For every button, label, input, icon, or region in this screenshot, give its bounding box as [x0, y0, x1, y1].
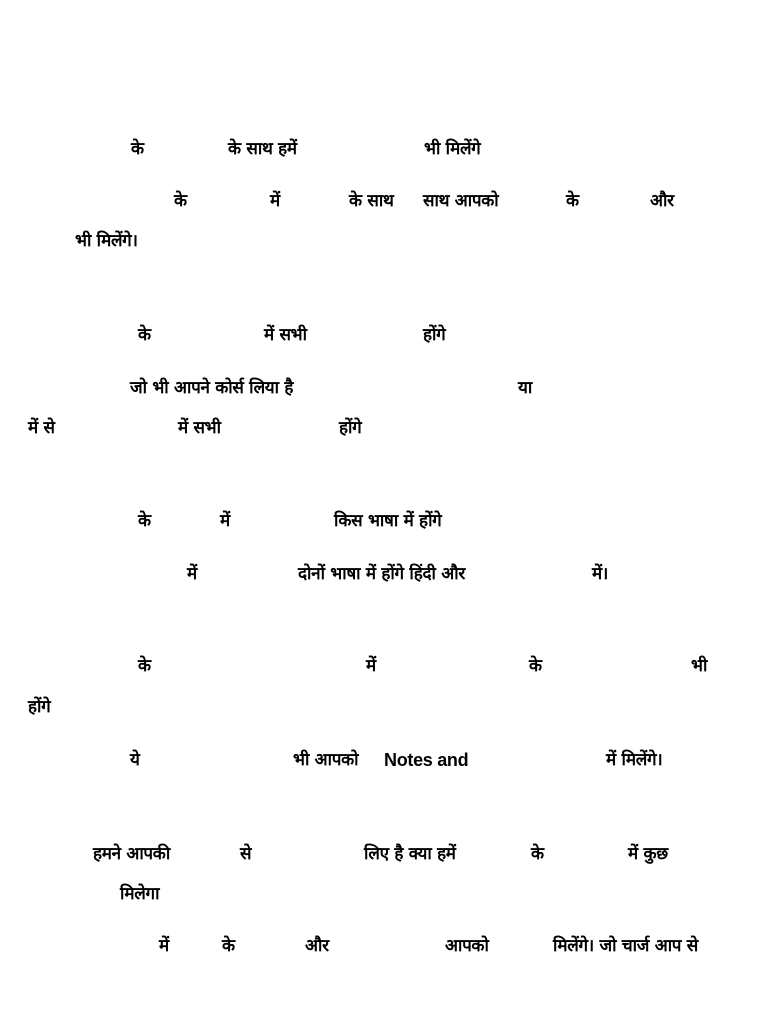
text-fragment: लिए है क्या हमें — [364, 844, 456, 864]
text-fragment: आपको — [445, 936, 489, 956]
text-fragment: जो भी आपने कोर्स लिया है — [130, 378, 294, 398]
text-fragment: और — [650, 191, 674, 211]
text-fragment: साथ आपको — [423, 191, 499, 211]
text-fragment: के साथ — [349, 191, 394, 211]
text-fragment: में — [220, 511, 230, 531]
text-fragment: के — [174, 191, 187, 211]
text-fragment: में। — [592, 564, 609, 584]
text-fragment: में मिलेंगे। — [606, 750, 663, 770]
text-fragment: ये — [130, 750, 140, 770]
text-fragment: के — [566, 191, 579, 211]
text-fragment: से — [240, 844, 252, 864]
text-fragment: के — [529, 656, 542, 676]
text-fragment: के — [531, 844, 544, 864]
text-fragment: में सभी — [178, 418, 221, 438]
text-fragment: Notes and — [384, 750, 469, 770]
text-fragment: और — [305, 936, 329, 956]
text-fragment: में — [270, 191, 280, 211]
text-fragment: किस भाषा में होंगे — [334, 511, 442, 531]
text-fragment: भी — [691, 656, 708, 676]
text-fragment: मिलेगा — [120, 884, 160, 904]
text-fragment: में — [366, 656, 376, 676]
text-fragment: भी मिलेंगे — [424, 139, 481, 159]
text-fragment: के — [138, 656, 151, 676]
text-fragment: दोनों भाषा में होंगे हिंदी और — [298, 564, 466, 584]
text-fragment: के साथ हमें — [228, 139, 297, 159]
text-fragment: के — [131, 139, 144, 159]
text-fragment: में कुछ — [628, 844, 668, 864]
text-fragment: के — [222, 936, 235, 956]
text-fragment: के — [138, 511, 151, 531]
text-fragment: हमने आपकी — [93, 844, 170, 864]
text-fragment: में — [187, 564, 197, 584]
text-fragment: होंगे — [339, 418, 362, 438]
text-fragment: होंगे — [423, 325, 446, 345]
text-fragment: में — [159, 936, 169, 956]
text-fragment: या — [518, 378, 532, 398]
text-fragment: भी आपको — [293, 750, 359, 770]
text-fragment: होंगे — [28, 697, 51, 717]
text-fragment: में सभी — [264, 325, 307, 345]
text-fragment: मिलेंगे। जो चार्ज आप से — [553, 936, 698, 956]
text-fragment: में से — [28, 418, 55, 438]
text-fragment: के — [138, 325, 151, 345]
text-fragment: भी मिलेंगे। — [75, 231, 138, 251]
